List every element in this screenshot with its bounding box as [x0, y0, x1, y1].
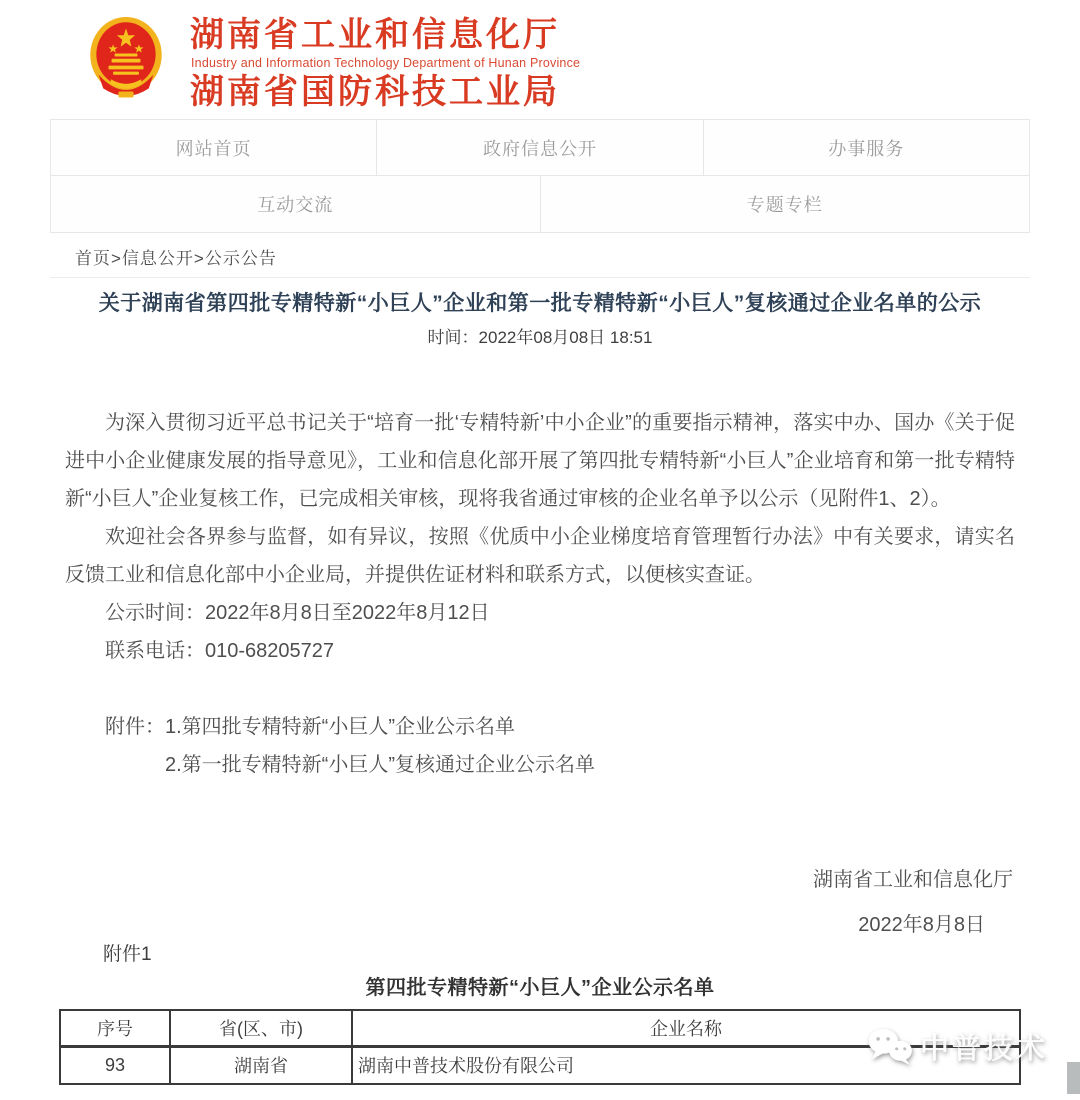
org-name-line2: 湖南省国防科技工业局 [190, 73, 560, 111]
nav-item-gov-info[interactable]: 政府信息公开 [376, 120, 702, 175]
org-titles [190, 14, 580, 111]
cell-seq: 93 [60, 1046, 170, 1084]
table-row [60, 1046, 1020, 1084]
attachment-item-2: 2.第一批专精特新“小巨人”复核通过企业公示名单 [165, 754, 595, 776]
nav-row-1 [51, 120, 1029, 176]
nav-item-home[interactable]: 网站首页 [175, 138, 252, 159]
paragraph-2: 欢迎社会各界参与监督，如有异议，按照《优质中小企业梯度培育管理暂行办法》中有关要求，请实名反馈工业和信息化部中小企业局，并提供佐证材料和联系方式，以便核实查证。 [65, 526, 1015, 586]
contact-phone: 联系电话：010-68205727 [105, 640, 335, 662]
page-title: 关于湖南省第四批专精特新“小巨人”企业和第一批专精特新“小巨人”复核通过企业名单的公示 [98, 292, 982, 315]
nav-item-services[interactable]: 办事服务 [703, 120, 1029, 175]
scrollbar-thumb[interactable] [1067, 1062, 1080, 1094]
org-name-english: Industry and Information Technology Department of Hunan Province [191, 56, 581, 70]
public-notice-period: 公示时间：2022年8月8日至2022年8月12日 [105, 602, 490, 624]
table-header-row [60, 1010, 1020, 1046]
attachment-line-1 [65, 708, 1015, 746]
watermark-text: 中普技术 [919, 1033, 1048, 1065]
article-body [65, 404, 1015, 670]
signature-block [0, 865, 1080, 940]
org-name-line1: 湖南省工业和信息化厅 [190, 16, 560, 54]
col-header-province: 省(区、市) [170, 1010, 352, 1046]
national-emblem-icon [88, 14, 164, 102]
breadcrumb-divider [50, 277, 1030, 278]
annex-label: 附件1 [103, 944, 152, 965]
nav-item-special-columns[interactable]: 专题专栏 [540, 176, 1030, 232]
attachment-item-1: 1.第四批专精特新“小巨人”企业公示名单 [165, 716, 515, 738]
main-nav [50, 119, 1030, 233]
signature-org: 湖南省工业和信息化厅 [813, 869, 1013, 891]
signature-date: 2022年8月8日 [858, 914, 985, 936]
col-header-company: 企业名称 [352, 1010, 1020, 1046]
col-header-seq: 序号 [60, 1010, 170, 1046]
paragraph-1: 为深入贯彻习近平总书记关于“培育一批‘专精特新’中小企业”的重要指示精神，落实中办、国办《关于促进中小企业健康发展的指导意见》，工业和信息化部开展了第四批专精特新“小巨人”企业培育和第一批专精特新“小巨人”企业复核工作，已完成相关审核，现将我省通过审核的企业名单予以公示（见附件1、2）。 [65, 412, 1015, 510]
cell-province: 湖南省 [170, 1046, 352, 1084]
enterprise-table [59, 1009, 1021, 1085]
site-header [0, 0, 1080, 119]
nav-item-interaction[interactable]: 互动交流 [257, 195, 334, 215]
attachments-label: 附件： [105, 716, 165, 738]
cell-company: 湖南中普技术股份有限公司 [352, 1046, 1020, 1084]
breadcrumb[interactable]: 首页>信息公开>公示公告 [75, 249, 277, 268]
publish-time: 时间：2022年08月08日 18:51 [427, 328, 653, 347]
nav-row-2 [51, 176, 1029, 232]
annex-table-title: 第四批专精特新“小巨人”企业公示名单 [365, 977, 715, 999]
attachments-block [65, 708, 1015, 784]
